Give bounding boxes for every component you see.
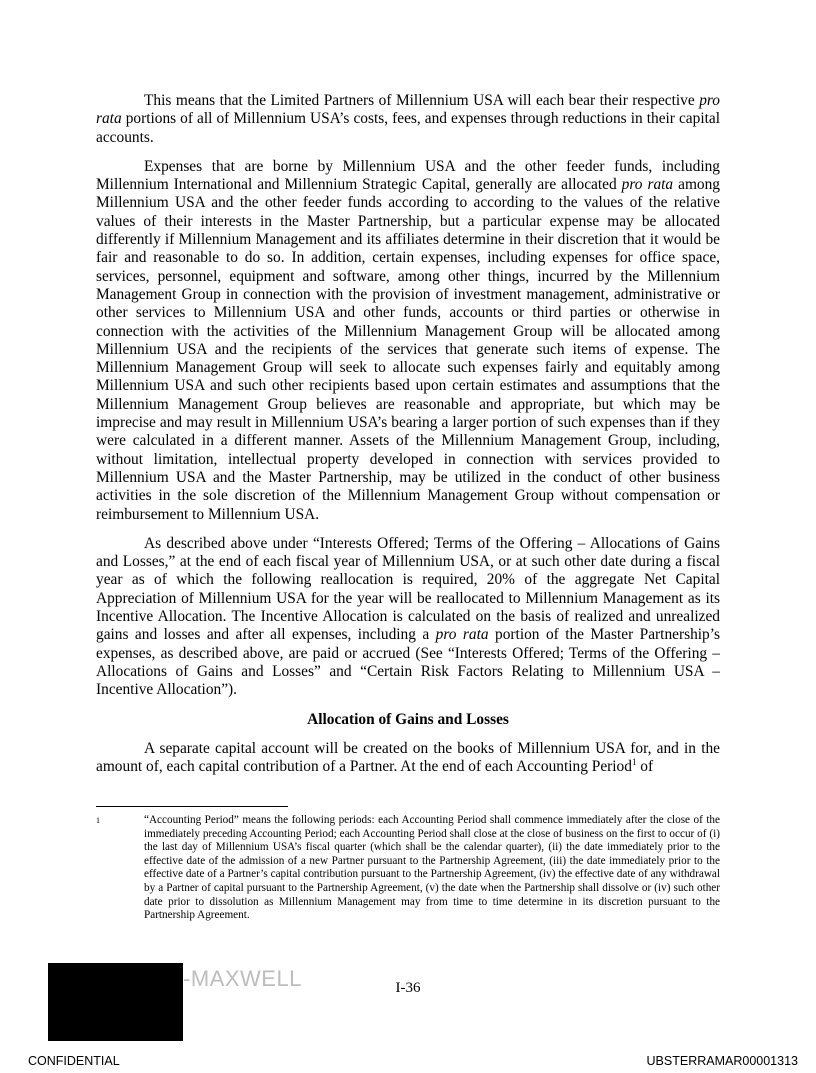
text-run: of (636, 758, 654, 776)
paragraph-4 (96, 740, 720, 777)
paragraph-1 (96, 92, 720, 147)
text-run: A separate capital account will be created on the books of Millennium USA for, and in the amount of, each capital contribution of a Partner. At the end of each Accounting Period (96, 739, 720, 776)
page-number: I-36 (395, 980, 421, 996)
document-body (96, 92, 720, 787)
footnote-separator (96, 806, 288, 807)
footnote-number: 1 (96, 816, 100, 825)
footnote-reference: 1 (631, 756, 637, 767)
text-run: portion of the Master Partnership’s expenses, as described above, are paid or accrued (See “Interests Offered; Terms of the Offering – Allocations of Gains and Losses” and “Certain Risk Factors Relating to Millennium USA – Incentive Allocation”). (96, 626, 721, 699)
italic-term: pro rata (96, 92, 720, 128)
text-run: This means that the Limited Partners of Millennium USA will each bear their respective (144, 92, 700, 109)
text-run: Expenses that are borne by Millennium USA and the other feeder funds, including Millennium International and Millennium Strategic Capital, generally are allocated (96, 157, 720, 194)
italic-term: pro rata (435, 626, 489, 644)
redaction-box (48, 963, 183, 1041)
text-run: among Millennium USA and the other feeder funds according to according to the values of the relative values of their interests in the Master Partnership, but a particular expense may be allocated differently if Millennium Management and its affiliates determine in their discretion that it would be fair and reasonable to do so. In addition, certain expenses, including expenses for office space, services, personnel, equipment and software, among other things, incurred by the Millennium Management Group in connection with the provision of investment management, administrative or other services to Millennium USA and other funds, accounts or third parties or otherwise in connection with the activities of the Millennium Management Group will be allocated among Millennium USA and the recipients of the services that generate such items of expense. The Millennium Management Group will seek to allocate such expenses fairly and equitably among Millennium USA and such other recipients based upon certain estimates and assumptions that the Millennium Management Group believes are reasonable and appropriate, but which may be imprecise and may result in Millennium USA’s bearing a larger portion of such expenses than if they were calculated in a different manner. Assets of the Millennium Management Group, including, without limitation, intellectual property developed in connection with services provided to Millennium USA and the Master Partnership, may be utilized in the conduct of other business activities in the sole discretion of the Millennium Management Group without compensation or reimbursement to Millennium USA. (96, 176, 720, 523)
text-run: As described above under “Interests Offered; Terms of the Offering – Allocations of Gains and Losses,” at the end of each fiscal year of Millennium USA, or at such other date during a fiscal year as of which the following reallocation is required, 20% of the aggregate Net Capital Appreciation of Millennium USA for the year will be reallocated to Millennium Management as its Incentive Allocation. The Incentive Allocation is calculated on the basis of realized and unrealized gains and losses and after all expenses, including a (96, 534, 720, 644)
footnote-text: “Accounting Period” means the following periods: each Accounting Period shall commence immediately after the close of the immediately preceding Accounting Period; each Accounting Period shall close at the close of business on the first to occur of (i) the last day of Millennium USA’s fiscal quarter (which shall be the calendar quarter), (ii) the date immediately prior to the effective date of the admission of a new Partner pursuant to the Partnership Agreement, (iii) the date immediately prior to the effective date of a Partner’s capital contribution pursuant to the Partnership Agreement, (iv) the effective date of any withdrawal by a Partner of capital pursuant to the Partnership Agreement, (v) the date when the Partnership shall dissolve or (iv) such other date prior to dissolution as Millennium Management may from time to time determine in its discretion pursuant to the Partnership Agreement. (144, 814, 720, 922)
confidential-label: CONFIDENTIAL (28, 1054, 120, 1068)
paragraph-3 (96, 535, 720, 700)
italic-term: pro rata (621, 176, 674, 194)
watermark-text: -MAXWELL (183, 966, 302, 991)
text-run: portions of all of Millennium USA’s costs, fees, and expenses through reductions in their capital accounts. (96, 110, 720, 146)
paragraph-2 (96, 158, 720, 524)
section-heading: Allocation of Gains and Losses (307, 710, 509, 728)
bates-number: UBSTERRAMAR00001313 (646, 1054, 798, 1068)
